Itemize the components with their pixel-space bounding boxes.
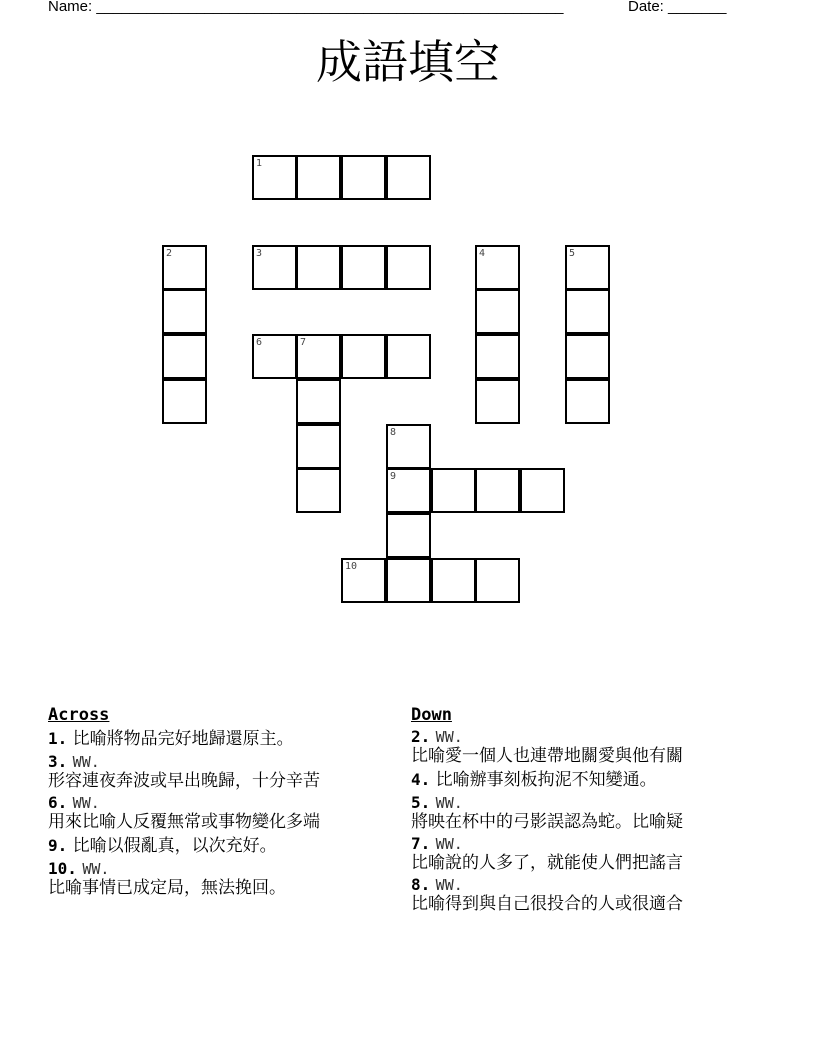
clue-number: 1. bbox=[48, 729, 68, 748]
down-clues bbox=[411, 704, 768, 917]
date-field-label: Date: _______ bbox=[628, 0, 727, 15]
clue-down-8 bbox=[411, 876, 768, 914]
cell-number: 3 bbox=[256, 248, 263, 259]
clue-number: 7. bbox=[411, 834, 431, 853]
grid-cell[interactable] bbox=[565, 379, 610, 424]
cell-number: 7 bbox=[300, 337, 307, 348]
grid-cell[interactable] bbox=[565, 289, 610, 334]
clue-down-2 bbox=[411, 728, 768, 766]
cell-number: 5 bbox=[569, 248, 576, 259]
grid-cell[interactable] bbox=[475, 245, 520, 290]
grid-cell[interactable] bbox=[296, 334, 341, 379]
clue-text: 比喻將物品完好地歸還原主。 bbox=[72, 729, 294, 749]
cell-number: 10 bbox=[345, 561, 358, 572]
cell-number: 8 bbox=[390, 427, 397, 438]
clue-placeholder: WW. bbox=[435, 794, 463, 812]
grid-cell[interactable] bbox=[520, 468, 565, 513]
clue-down-7 bbox=[411, 835, 768, 873]
clue-placeholder: WW. bbox=[435, 876, 463, 894]
cell-number: 2 bbox=[166, 248, 173, 259]
clue-number: 9. bbox=[48, 836, 68, 855]
cell-number: 1 bbox=[256, 158, 263, 169]
across-clues bbox=[48, 704, 410, 901]
clue-number: 6. bbox=[48, 793, 68, 812]
clue-down-5 bbox=[411, 794, 768, 832]
grid-cell[interactable] bbox=[565, 334, 610, 379]
cell-number: 4 bbox=[479, 248, 486, 259]
clue-text: 比喻辦事刻板拘泥不知變通。 bbox=[435, 770, 657, 790]
clue-text: 比喻以假亂真，以次充好。 bbox=[72, 836, 277, 856]
grid-cell[interactable] bbox=[386, 468, 431, 513]
clue-text: 比喻愛一個人也連帶地關愛與他有關 bbox=[411, 746, 683, 766]
grid-cell[interactable] bbox=[296, 468, 341, 513]
name-field-label: Name: ________________________________________________________ bbox=[48, 0, 564, 15]
clue-text: 形容連夜奔波或早出晚歸，十分辛苦 bbox=[48, 771, 320, 791]
clue-number: 3. bbox=[48, 752, 68, 771]
across-heading: Across bbox=[48, 705, 110, 725]
grid-cell[interactable] bbox=[431, 468, 476, 513]
clue-placeholder: WW. bbox=[72, 753, 100, 771]
grid-cell[interactable] bbox=[475, 468, 520, 513]
clue-placeholder: WW. bbox=[435, 728, 463, 746]
grid-cell[interactable] bbox=[162, 289, 207, 334]
clue-text: 比喻說的人多了，就能使人們把謠言 bbox=[411, 853, 683, 873]
grid-cell[interactable] bbox=[252, 245, 297, 290]
grid-cell[interactable] bbox=[252, 155, 297, 200]
down-heading: Down bbox=[411, 705, 452, 725]
grid-cell[interactable] bbox=[386, 513, 431, 558]
grid-cell[interactable] bbox=[475, 558, 520, 603]
grid-cell[interactable] bbox=[296, 424, 341, 469]
cell-number: 9 bbox=[390, 471, 397, 482]
clue-across-10 bbox=[48, 860, 410, 898]
grid-cell[interactable] bbox=[162, 245, 207, 290]
grid-cell[interactable] bbox=[341, 334, 386, 379]
grid-cell[interactable] bbox=[475, 379, 520, 424]
grid-cell[interactable] bbox=[252, 334, 297, 379]
grid-cell[interactable] bbox=[296, 245, 341, 290]
clue-across-3 bbox=[48, 753, 410, 791]
clue-placeholder: WW. bbox=[72, 794, 100, 812]
grid-cell[interactable] bbox=[296, 379, 341, 424]
grid-cell[interactable] bbox=[386, 558, 431, 603]
clue-placeholder: WW. bbox=[435, 835, 463, 853]
clue-text: 將映在杯中的弓影誤認為蛇。比喻疑 bbox=[411, 812, 683, 832]
clue-across-1 bbox=[48, 728, 410, 750]
clue-text: 比喻得到與自己很投合的人或很適合 bbox=[411, 894, 683, 914]
clue-across-9 bbox=[48, 835, 410, 857]
grid-cell[interactable] bbox=[341, 155, 386, 200]
clue-number: 2. bbox=[411, 727, 431, 746]
grid-cell[interactable] bbox=[475, 334, 520, 379]
clue-across-6 bbox=[48, 794, 410, 832]
clue-number: 8. bbox=[411, 875, 431, 894]
clue-down-4 bbox=[411, 769, 768, 791]
clue-number: 5. bbox=[411, 793, 431, 812]
grid-cell[interactable] bbox=[475, 289, 520, 334]
page-title: 成語填空 bbox=[316, 35, 500, 89]
clue-number: 4. bbox=[411, 770, 431, 789]
grid-cell[interactable] bbox=[341, 558, 386, 603]
grid-cell[interactable] bbox=[341, 245, 386, 290]
grid-cell[interactable] bbox=[565, 245, 610, 290]
grid-cell[interactable] bbox=[386, 155, 431, 200]
grid-cell[interactable] bbox=[386, 334, 431, 379]
clue-placeholder: WW. bbox=[82, 860, 110, 878]
clue-number: 10. bbox=[48, 859, 77, 878]
grid-cell[interactable] bbox=[431, 558, 476, 603]
cell-number: 6 bbox=[256, 337, 263, 348]
grid-cell[interactable] bbox=[386, 245, 431, 290]
clue-text: 用來比喻人反覆無常或事物變化多端 bbox=[48, 812, 320, 832]
grid-cell[interactable] bbox=[162, 334, 207, 379]
grid-cell[interactable] bbox=[386, 424, 431, 469]
clue-text: 比喻事情已成定局，無法挽回。 bbox=[48, 878, 286, 898]
grid-cell[interactable] bbox=[296, 155, 341, 200]
grid-cell[interactable] bbox=[162, 379, 207, 424]
